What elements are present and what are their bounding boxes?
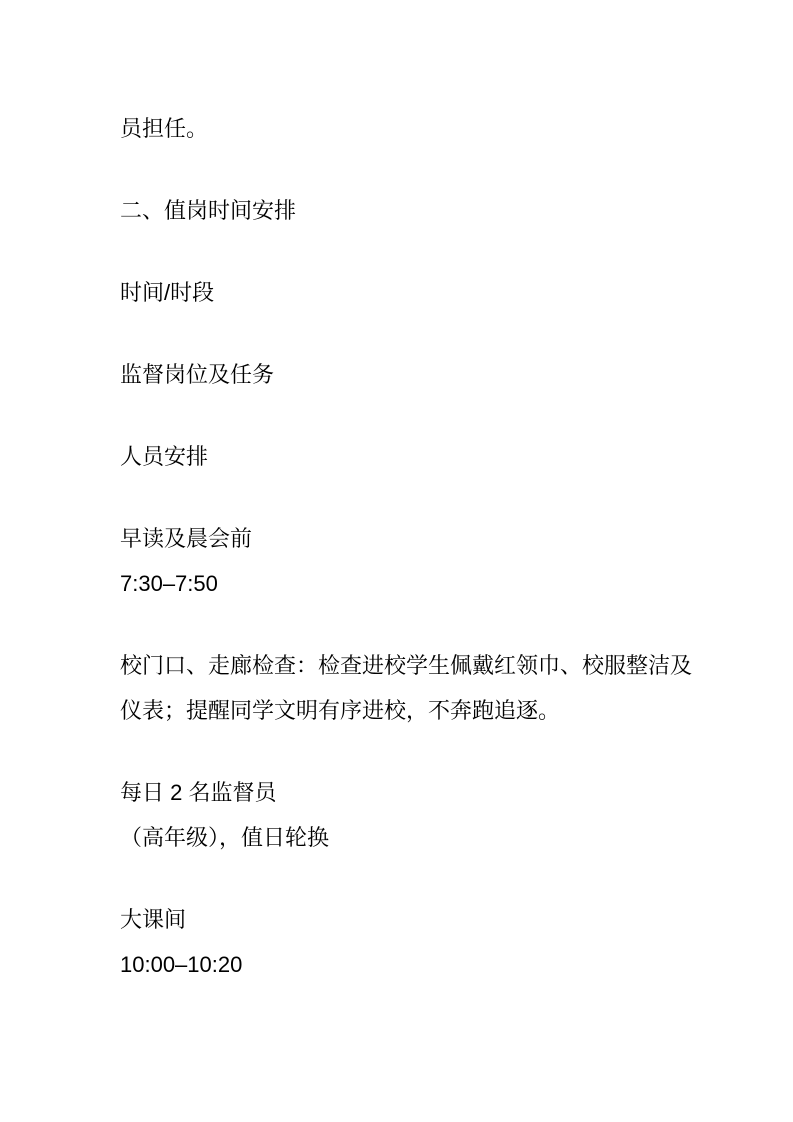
text-line: （高年级），值日轮换 — [120, 825, 330, 850]
section-heading-duty-schedule — [120, 188, 682, 233]
column-header-post-and-task — [120, 352, 682, 397]
text-line-time-range: 10:00–10:20 — [120, 952, 243, 977]
row1-post-and-task — [120, 643, 693, 733]
text-line-period-name: 早读及晨会前 — [120, 526, 253, 551]
text-line: 校门口、走廊检查：检查进校学生佩戴红领巾、校服整洁及 — [120, 653, 693, 678]
text-line: 人员安排 — [120, 444, 209, 469]
paragraph-intro-continuation — [120, 106, 682, 151]
column-header-personnel — [120, 434, 682, 479]
text-line: 二、值岗时间安排 — [120, 198, 297, 223]
text-line: 员担任。 — [120, 116, 209, 141]
row1-personnel-arrangement — [120, 770, 682, 860]
text-line: 每日 2 名监督员 — [120, 780, 277, 805]
text-line: 时间/时段 — [120, 280, 215, 305]
text-line: 监督岗位及任务 — [120, 362, 275, 387]
document-content — [120, 106, 693, 987]
text-line-time-range: 7:30–7:50 — [120, 571, 218, 596]
row2-time-period — [120, 897, 682, 987]
column-header-time-period — [120, 270, 682, 315]
text-line-period-name: 大课间 — [120, 907, 187, 932]
text-line: 仪表；提醒同学文明有序进校，不奔跑追逐。 — [120, 698, 561, 723]
row1-time-period — [120, 516, 682, 606]
